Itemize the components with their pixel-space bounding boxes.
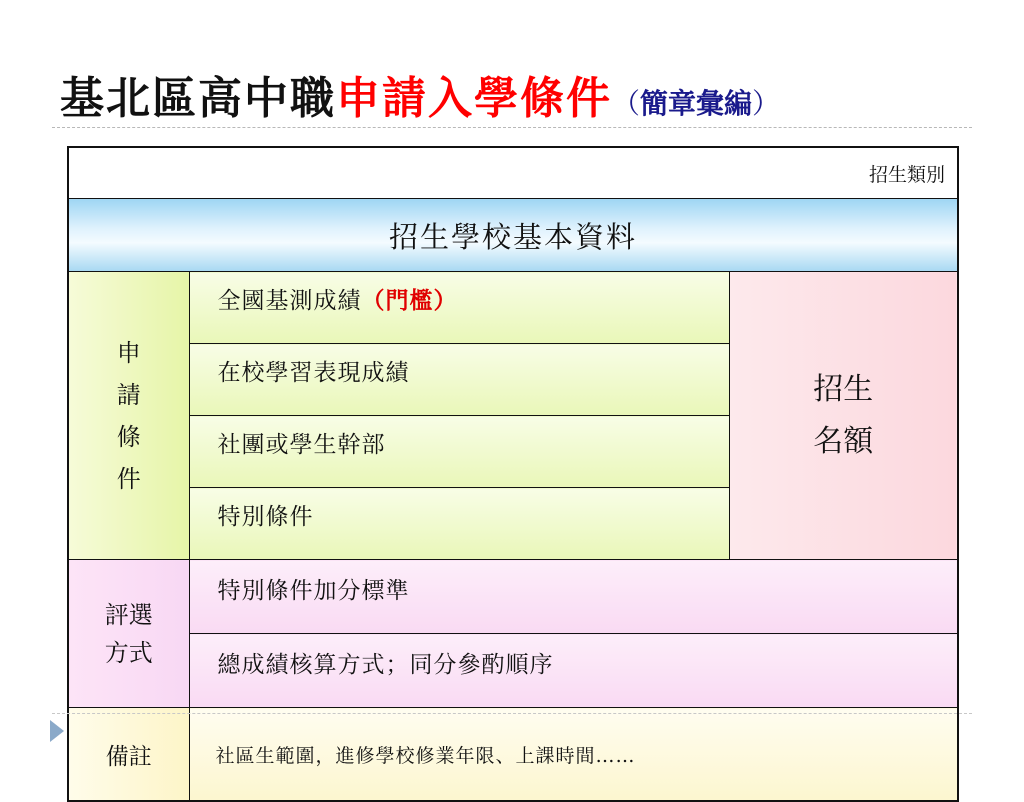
apply-char-2: 請 [116,380,141,409]
title-paren-open: （ [612,87,641,120]
basic-info-row [68,199,958,272]
category-label: 招生類別 [68,147,958,199]
title-divider [52,127,972,128]
triangle-right-icon [50,720,64,742]
apply-condition-clubs: 社團或學生幹部 [189,416,729,488]
selection-row-1 [68,560,958,634]
selection-line-2: 方式 [104,638,153,667]
apply-row-1 [68,272,958,344]
remarks-label: 備註 [68,708,189,802]
apply-char-4: 件 [116,464,141,493]
selection-line-1: 評選 [104,600,153,629]
enrollment-quota-label [729,272,958,560]
footer-divider [52,713,972,714]
title-highlight: 申請入學條件 [336,73,612,124]
title-paren-close: ） [752,87,781,120]
apply-char-1: 申 [116,338,141,367]
conditions-table [67,146,959,802]
remarks-row [68,708,958,802]
selection-score-method: 總成績核算方式；同分參酌順序 [189,634,958,708]
selection-bonus-standard: 特別條件加分標準 [189,560,958,634]
quota-line-1: 招生 [813,371,874,407]
remarks-text: 社區生範圍，進修學校修業年限、上課時間…… [189,708,958,802]
apply-condition-special: 特別條件 [189,488,729,560]
category-row [68,147,958,199]
threshold-label: （門檻） [361,287,458,314]
exam-score-label: 全國基測成績 [217,288,362,314]
apply-char-3: 條 [116,422,141,451]
basic-info-label: 招生學校基本資料 [68,199,958,272]
selection-method-label [68,560,189,708]
apply-condition-school-performance: 在校學習表現成績 [189,344,729,416]
title-subtitle: 簡章彙編 [640,87,753,120]
selection-row-2 [68,634,958,708]
page-title [60,62,780,122]
title-main: 基北區高中職 [60,73,336,124]
apply-conditions-label [68,272,189,560]
apply-condition-exam [189,272,729,344]
quota-line-2: 名額 [813,423,874,459]
